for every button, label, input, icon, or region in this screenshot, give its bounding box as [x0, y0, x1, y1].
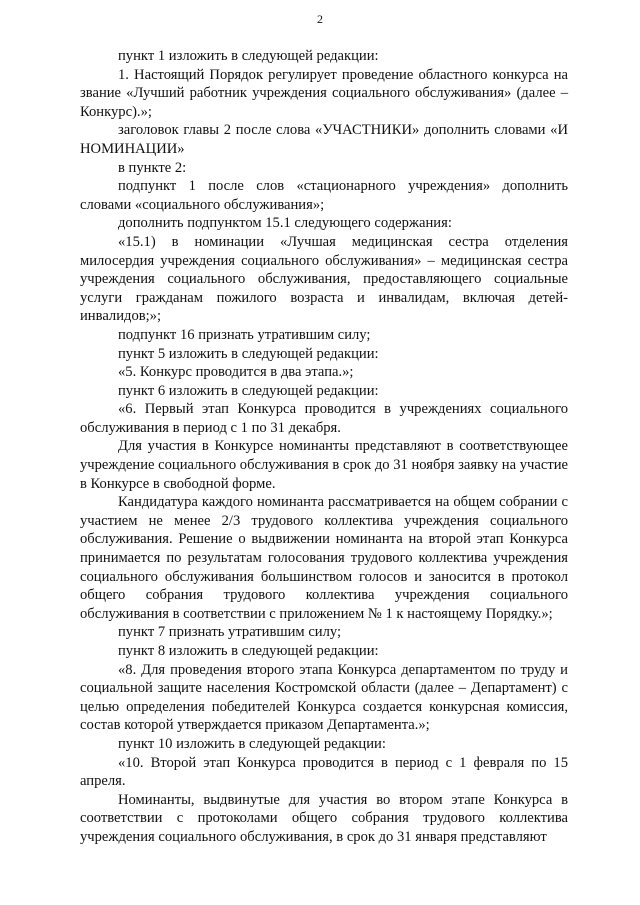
- paragraph: дополнить подпунктом 15.1 следующего содержания:: [118, 215, 452, 232]
- paragraph: «10. Второй этап Конкурса проводится в период с 1 февраля по 15 апреля.: [80, 754, 568, 790]
- paragraph: подпункт 1 после слов «стационарного учреждения» дополнить словами «социального обслуживания»;: [80, 178, 568, 213]
- paragraph: Кандидатура каждого номинанта рассматривается на общем собрании с участием не менее 2/3 трудового коллектива учреждения социального обслуживания. Решение о выдвижении номинанта на второй этап Конкурса принимается по результатам голосования трудового коллектива учреждения социального обслуживания большинством голосов и заносится в протокол общего собрания трудового коллектива учреждения социального обслуживания в соответствии с приложением № 1 к настоящему Порядку.»;: [80, 494, 568, 622]
- paragraph: пункт 10 изложить в следующей редакции:: [118, 735, 386, 752]
- paragraph: «8. Для проведения второго этапа Конкурса департаментом по труду и социальной защите населения Костромской области (далее – Департамент) с целью определения победителей Конкурса создается конкурсная комиссия, состав которой утверждается приказом Департамента.»;: [80, 661, 568, 734]
- paragraph: пункт 8 изложить в следующей редакции:: [118, 643, 379, 659]
- page-number: 2: [317, 12, 323, 26]
- paragraph: Номинанты, выдвинутые для участия во втором этапе Конкурса в соответствии с протоколами общего собрания трудового коллектива учреждения социального обслуживания, в срок до 31 января представляют: [80, 791, 568, 845]
- paragraph: 1. Настоящий Порядок регулирует проведение областного конкурса на звание «Лучший работник учреждения социального обслуживания» (далее – Конкурс).»;: [80, 66, 568, 120]
- paragraph: «5. Конкурс проводится в два этапа.»;: [118, 364, 354, 381]
- paragraph: «15.1) в номинации «Лучшая медицинская сестра отделения милосердия учреждения социального обслуживания» – медицинская сестра учреждения социального обслуживания, предоставляющего социальные услуги гражданам пожилого возраста и инвалидам, включая детей-инвалидов;»;: [80, 233, 568, 325]
- paragraph: пункт 5 изложить в следующей редакции:: [118, 345, 379, 362]
- paragraph: подпункт 16 признать утратившим силу;: [118, 326, 371, 343]
- paragraph: пункт 1 изложить в следующей редакции:: [118, 48, 379, 64]
- paragraph: в пункте 2:: [118, 159, 187, 176]
- document-body: [80, 47, 568, 847]
- paragraph: заголовок главы 2 после слова «УЧАСТНИКИ» дополнить словами «И НОМИНАЦИИ»: [80, 122, 568, 157]
- paragraph: Для участия в Конкурсе номинанты представляют в соответствующее учреждение социального обслуживания в срок до 31 ноября заявку на участие в Конкурсе в свободной форме.: [80, 438, 568, 492]
- paragraph: пункт 6 изложить в следующей редакции:: [118, 382, 379, 399]
- paragraph: пункт 7 признать утратившим силу;: [118, 624, 342, 641]
- paragraph: «6. Первый этап Конкурса проводится в учреждениях социального обслуживания в период с 1 по 31 декабря.: [80, 401, 568, 436]
